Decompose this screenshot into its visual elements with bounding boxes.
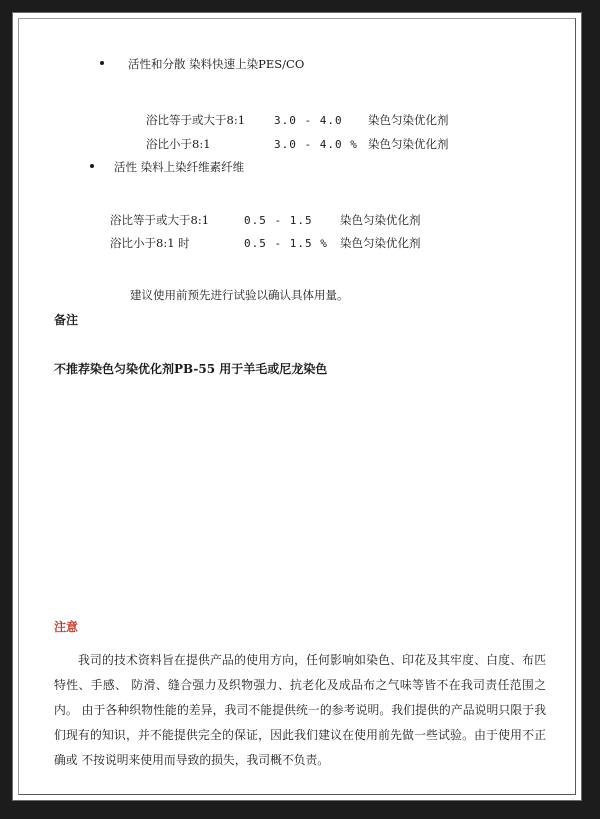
section1-row1-condition: 浴比等于或大于8:1 — [146, 113, 246, 127]
section2-heading: 活性 染料上染纤维素纤维 — [114, 160, 245, 174]
section1-heading: 活性和分散 染料快速上染PES/CO — [128, 57, 305, 71]
notice-title: 注意 — [54, 620, 79, 634]
section2-row1-condition: 浴比等于或大于8:1 — [110, 213, 210, 227]
section2-row1-range: 0.5 - 1.5 — [244, 214, 313, 227]
section1-row1-range: 3.0 - 4.0 — [274, 114, 343, 127]
section2-row2-product: 染色匀染优化剂 — [340, 236, 421, 250]
remark-text: 不推荐染色匀染优化剂PB-55 用于羊毛或尼龙染色 — [54, 362, 328, 376]
section2-row2-condition: 浴比小于8:1 时 — [110, 236, 190, 250]
section1-row2-range: 3.0 - 4.0 % — [274, 138, 358, 151]
notice-paragraph-block — [54, 648, 546, 773]
bullet-1 — [100, 61, 104, 65]
suggestion-text: 建议使用前预先进行试验以确认具体用量。 — [130, 288, 349, 302]
section2-row1-product: 染色匀染优化剂 — [340, 213, 421, 227]
bullet-2 — [90, 164, 94, 168]
section1-row1-product: 染色匀染优化剂 — [368, 113, 449, 127]
section2-row2-range: 0.5 - 1.5 % — [244, 237, 328, 250]
notice-paragraph: 我司的技术资料旨在提供产品的使用方向，任何影响如染色、印花及其牢度、白度、布匹特性、手感、 防滑、缝合强力及织物强力、抗老化及成品布之气味等皆不在我司责任范围之内。 由于各种织物性能的差异，我司不能提供统一的参考说明。我们提供的产品说明只限于我们现有的知识，并不能提供完全的保证，因此我们建议在使用前先做一些试验。由于使用不正确或 不按说明来使用而导致的损失，我司概不负责。 — [54, 653, 546, 767]
section1-row2-product: 染色匀染优化剂 — [368, 137, 449, 151]
section1-row2-condition: 浴比小于8:1 — [146, 137, 211, 151]
remark-title: 备注 — [54, 313, 79, 327]
